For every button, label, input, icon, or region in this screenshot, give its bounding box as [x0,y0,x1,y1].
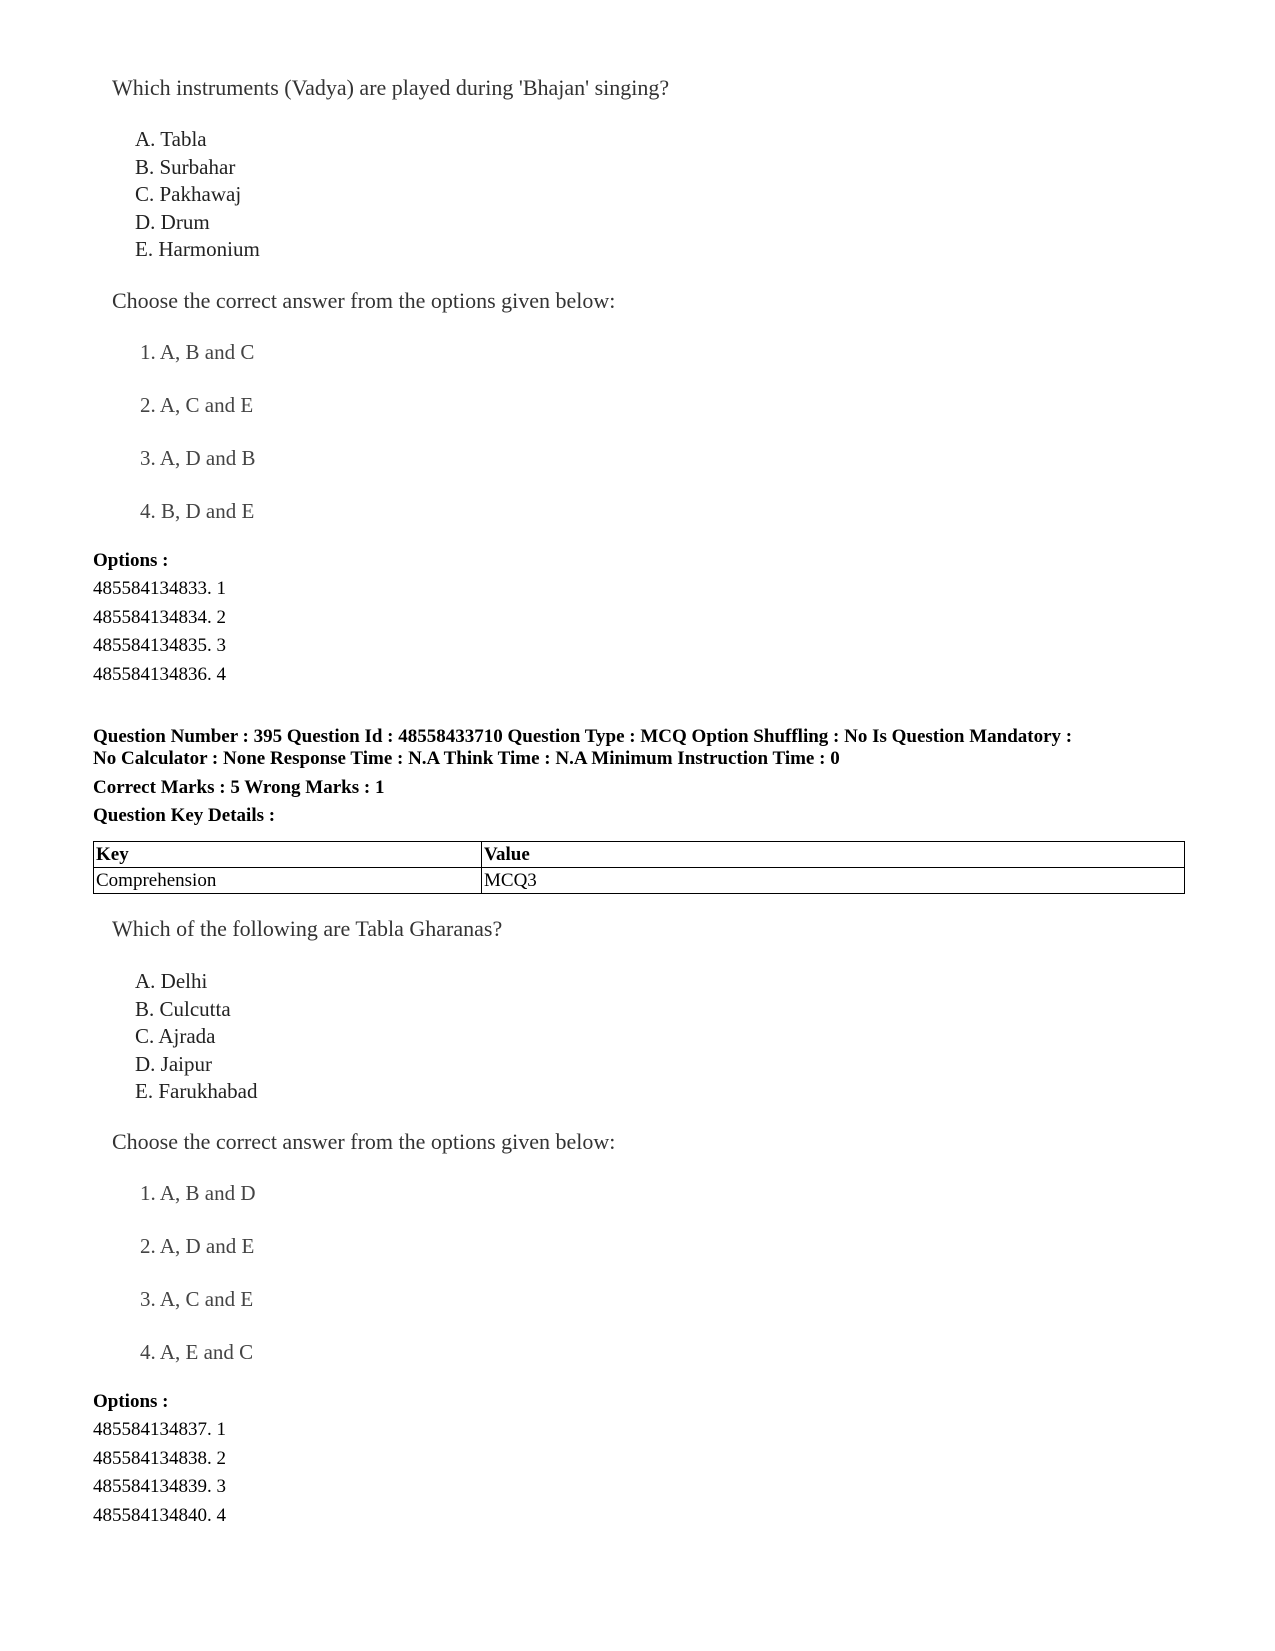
question-2-meta-line-2: No Calculator : None Response Time : N.A Think Time : N.A Minimum Instruction Time : 0 [93,748,840,769]
question-2-meta-line-1: Question Number : 395 Question Id : 48558433710 Question Type : MCQ Option Shuffling : No Is Question Mandatory : [93,726,1073,747]
question-2-options-list [93,1416,226,1530]
option-item: 485584134840. 4 [93,1504,226,1526]
question-2-answer-1: 1. A, B and D [140,1181,256,1205]
table-cell-value: MCQ3 [482,868,1185,894]
statement-item: B. Surbahar [135,154,236,179]
statement-item: A. Tabla [135,127,207,151]
question-1-answer-2: 2. A, C and E [140,393,254,417]
question-1-choose-instruction: Choose the correct answer from the options given below: [112,288,616,313]
table-row [94,868,1185,894]
table-header-value: Value [482,842,1185,868]
table-header-key: Key [94,842,482,868]
statement-item: C. Pakhawaj [135,182,242,206]
question-2-text: Which of the following are Tabla Gharanas? [112,916,503,941]
question-2-answer-4: 4. A, E and C [140,1340,254,1364]
question-1-options-list [93,575,226,689]
option-item: 485584134835. 3 [93,635,226,656]
question-1-answer-3: 3. A, D and B [140,446,256,470]
question-1-answer-4: 4. B, D and E [140,499,255,523]
statement-item: D. Drum [135,209,210,234]
question-2-answer-3: 3. A, C and E [140,1287,254,1311]
option-item: 485584134838. 2 [93,1447,226,1469]
question-1-options-label: Options : [93,550,169,571]
question-1-answer-1: 1. A, B and C [140,340,255,364]
question-2-options-label: Options : [93,1391,169,1412]
option-item: 485584134834. 2 [93,606,226,628]
question-2-statements [135,968,257,1106]
question-2-marks: Correct Marks : 5 Wrong Marks : 1 [93,777,385,798]
statement-item: C. Ajrada [135,1024,216,1048]
question-2-choose-instruction: Choose the correct answer from the options given below: [112,1129,616,1154]
question-key-table [93,841,1185,894]
option-item: 485584134836. 4 [93,663,226,685]
table-cell-key: Comprehension [94,868,482,894]
question-1-text: Which instruments (Vadya) are played during 'Bhajan' singing? [112,75,670,100]
option-item: 485584134833. 1 [93,578,226,599]
statement-item: A. Delhi [135,969,208,993]
question-1-statements [135,126,260,264]
statement-item: E. Farukhabad [135,1079,258,1103]
table-header-row [94,842,1185,868]
statement-item: E. Harmonium [135,237,260,261]
statement-item: B. Culcutta [135,996,231,1021]
question-2-answer-2: 2. A, D and E [140,1234,255,1258]
statement-item: D. Jaipur [135,1051,212,1076]
option-item: 485584134839. 3 [93,1476,226,1497]
option-item: 485584134837. 1 [93,1419,226,1440]
question-2-key-details-label: Question Key Details : [93,805,276,826]
